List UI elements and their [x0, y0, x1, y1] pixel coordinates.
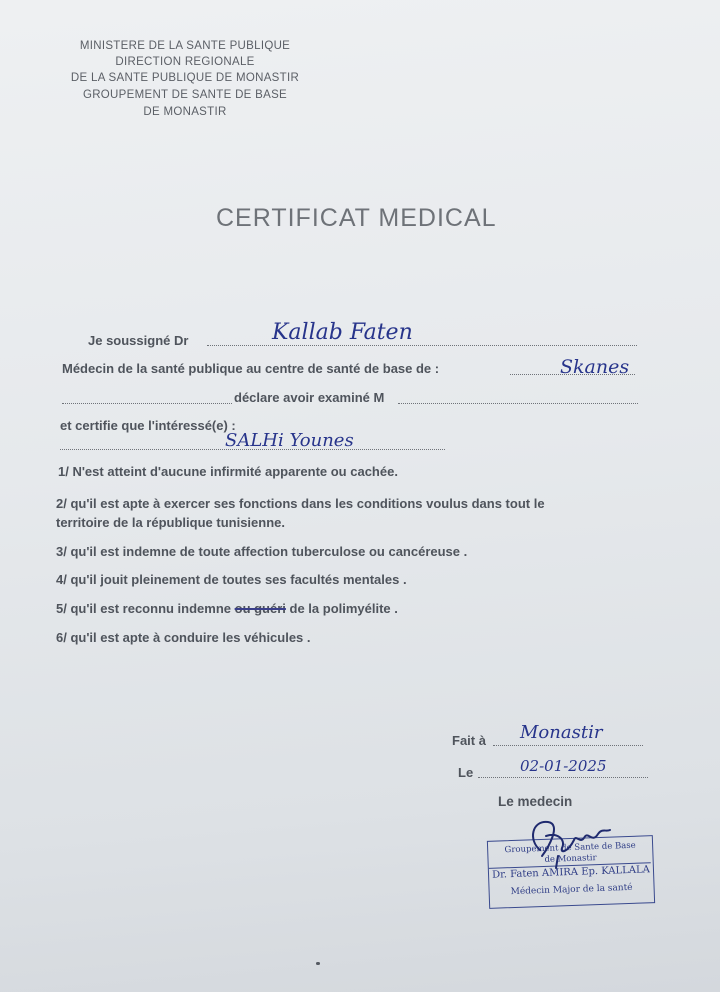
stamp-line-4: Médecin Major de la santé	[510, 882, 633, 898]
item-5-post: de la polimyélite .	[285, 601, 398, 616]
doctor-dotted-line	[207, 345, 637, 346]
header-line-ministry: MINISTERE DE LA SANTE PUBLIQUE	[79, 40, 291, 52]
fait-dotted-line	[493, 745, 643, 746]
item-1: 1/ N'est atteint d'aucune infirmité apparente ou cachée.	[58, 464, 398, 479]
stamp-line-2: de Monastir	[544, 853, 597, 865]
header-line-direction: DIRECTION REGIONALE	[115, 56, 255, 68]
item-5-struck: ou guéri	[234, 601, 286, 616]
document-title: CERTIFICAT MEDICAL	[216, 204, 497, 232]
le-dotted-line	[478, 777, 648, 778]
header-line-region: DE LA SANTE PUBLIQUE DE MONASTIR	[70, 72, 300, 84]
paper-speck	[316, 962, 320, 965]
item-3: 3/ qu'il est indemne de toute affection tuberculose ou cancéreuse .	[56, 544, 468, 559]
medecin-label: Le medecin	[498, 794, 573, 809]
examined-leading-dots	[62, 403, 232, 404]
patient-name-handwritten: SALHi Younes	[225, 430, 354, 451]
item-5-pre: 5/ qu'il est reconnu indemne	[56, 601, 235, 616]
fait-value-handwritten: Monastir	[520, 722, 603, 743]
item-4: 4/ qu'il jouit pleinement de toutes ses facultés mentales .	[56, 572, 407, 587]
certifies-label: et certifie que l'intéressé(e) :	[60, 418, 236, 433]
item-2-line-2: territoire de la république tunisienne.	[56, 515, 285, 530]
doctor-name-handwritten: Kallab Faten	[272, 320, 413, 345]
header-line-city: DE MONASTIR	[143, 106, 227, 118]
stamp-line-1: Groupement de Sante de Base	[504, 840, 636, 856]
stamp-line-3: Dr. Faten AMIRA Ep. KALLALA	[491, 864, 651, 881]
item-6: 6/ qu'il est apte à conduire les véhicules .	[56, 630, 311, 645]
le-label: Le	[458, 765, 474, 780]
le-value-handwritten: 02-01-2025	[520, 757, 607, 775]
item-5	[56, 601, 398, 616]
center-label: Médecin de la santé publique au centre de santé de base de :	[62, 361, 440, 376]
header-line-group: GROUPEMENT DE SANTE DE BASE	[82, 89, 288, 101]
signature-icon	[518, 810, 618, 870]
center-name-handwritten: Skanes	[560, 356, 630, 378]
item-2-line-1: 2/ qu'il est apte à exercer ses fonctions dans les conditions voulus dans tout le	[56, 496, 545, 511]
doctor-label: Je soussigné Dr	[88, 333, 189, 348]
fait-label: Fait à	[452, 733, 486, 748]
examined-trailing-dots	[398, 403, 638, 404]
examined-label: déclare avoir examiné M	[234, 390, 385, 405]
